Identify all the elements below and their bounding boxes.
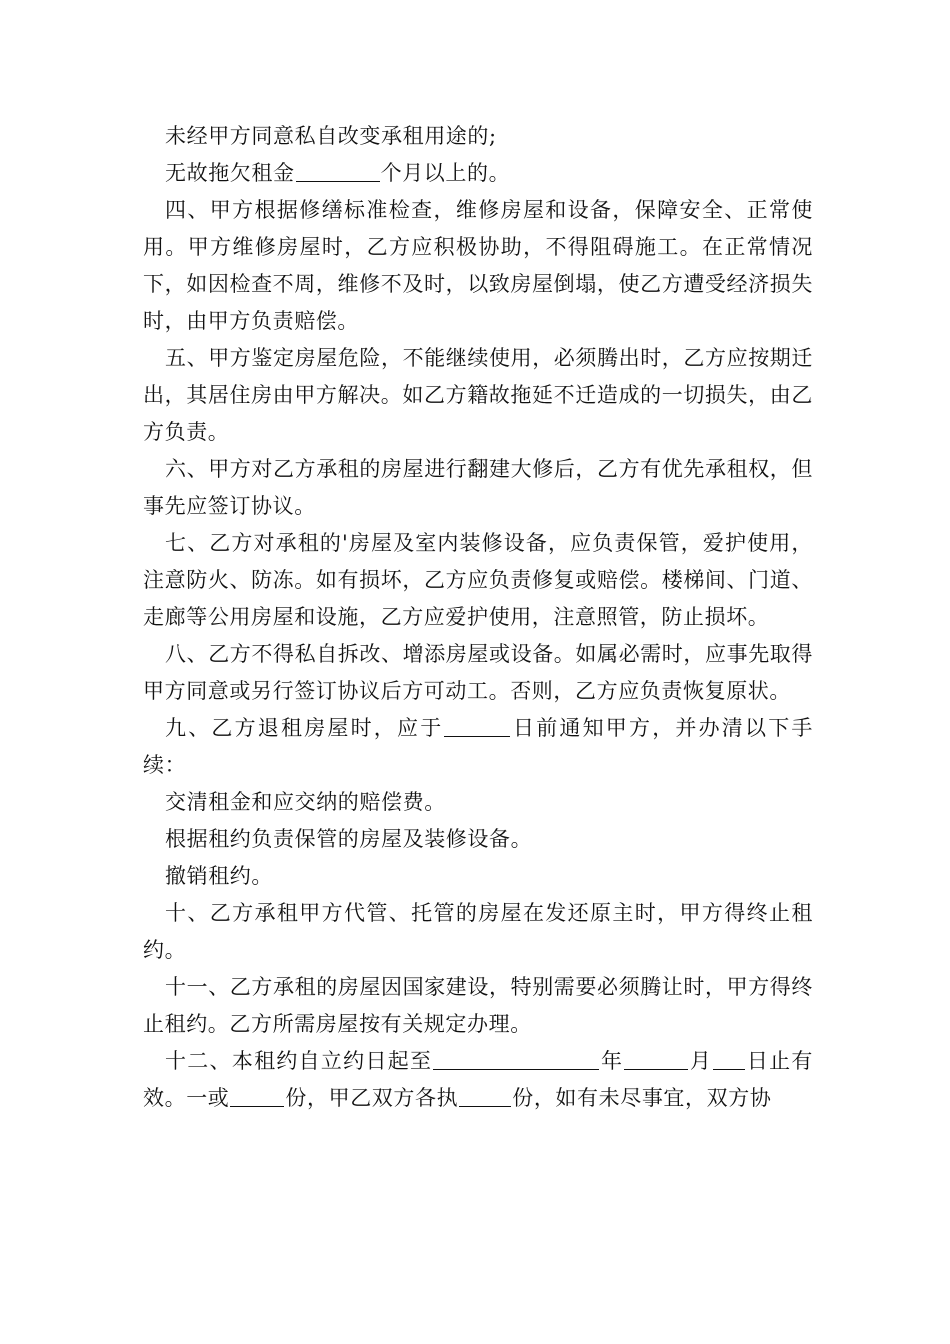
clause-four [143, 192, 813, 340]
clause-text: 撤销租约。 [165, 864, 273, 888]
clause-text: 日止有效。一或 [143, 1049, 813, 1110]
clause-text: 十、乙方承租甲方代管、托管的房屋在发还原主时，甲方得终止租约。 [143, 901, 813, 962]
blank-copies-total [230, 1086, 284, 1107]
clause-text: 十二、本租约自立约日起至 [165, 1049, 433, 1073]
clause-nine-item-1 [143, 784, 813, 821]
contract-body [143, 118, 813, 1117]
clause-rent-arrears [143, 155, 813, 192]
clause-text: 份，如有未尽事宜，双方协 [512, 1086, 772, 1110]
blank-month [624, 1049, 688, 1070]
clause-text: 日前通知甲方，并办清以下手续： [143, 716, 813, 777]
clause-text: 年 [600, 1049, 624, 1073]
clause-ten [143, 895, 813, 969]
clause-text: 份，甲乙双方各执 [285, 1086, 459, 1110]
clause-text: 个月以上的。 [380, 161, 511, 185]
clause-text: 根据租约负责保管的房屋及装修设备。 [165, 827, 533, 851]
clause-nine [143, 710, 813, 784]
blank-day [713, 1049, 745, 1070]
blank-notice-days [444, 716, 510, 737]
clause-text: 八、乙方不得私自拆改、增添房屋或设备。如属必需时，应事先取得甲方同意或另行签订协议后方可动工。否则，乙方应负责恢复原状。 [143, 642, 813, 703]
clause-text: 五、甲方鉴定房屋危险，不能继续使用，必须腾出时，乙方应按期迁出，其居住房由甲方解决。如乙方籍故拖延不迁造成的一切损失，由乙方负责。 [143, 346, 813, 444]
clause-nine-item-2 [143, 821, 813, 858]
clause-text: 十一、乙方承租的房屋因国家建设，特别需要必须腾让时，甲方得终止租约。乙方所需房屋按有关规定办理。 [143, 975, 813, 1036]
blank-months [296, 161, 380, 182]
clause-text: 交清租金和应交纳的赔偿费。 [165, 790, 446, 814]
clause-text: 七、乙方对承租的'房屋及室内装修设备，应负责保管，爱护使用，注意防火、防冻。如有损坏，乙方应负责修复或赔偿。楼梯间、门道、走廊等公用房屋和设施，乙方应爱护使用，注意照管，防止损坏。 [143, 531, 813, 629]
clause-text: 六、甲方对乙方承租的房屋进行翻建大修后，乙方有优先承租权，但事先应签订协议。 [143, 457, 813, 518]
blank-year [433, 1049, 599, 1070]
clause-twelve [143, 1043, 813, 1117]
clause-eleven [143, 969, 813, 1043]
clause-text: 四、甲方根据修缮标准检查，维修房屋和设备，保障安全、正常使用。甲方维修房屋时，乙方应积极协助，不得阻碍施工。在正常情况下，如因检查不周，维修不及时，以致房屋倒塌，使乙方遭受经济损失时，由甲方负责赔偿。 [143, 198, 813, 333]
clause-text: 无故拖欠租金 [165, 161, 295, 185]
clause-text: 未经甲方同意私自改变承租用途的; [165, 124, 497, 148]
clause-six [143, 451, 813, 525]
clause-nine-item-3 [143, 858, 813, 895]
clause-five [143, 340, 813, 451]
clause-misuse [143, 118, 813, 155]
clause-text: 九、乙方退租房屋时，应于 [165, 716, 444, 740]
blank-copies-each [459, 1086, 511, 1107]
clause-seven [143, 525, 813, 636]
clause-text: 月 [689, 1049, 713, 1073]
clause-eight [143, 636, 813, 710]
